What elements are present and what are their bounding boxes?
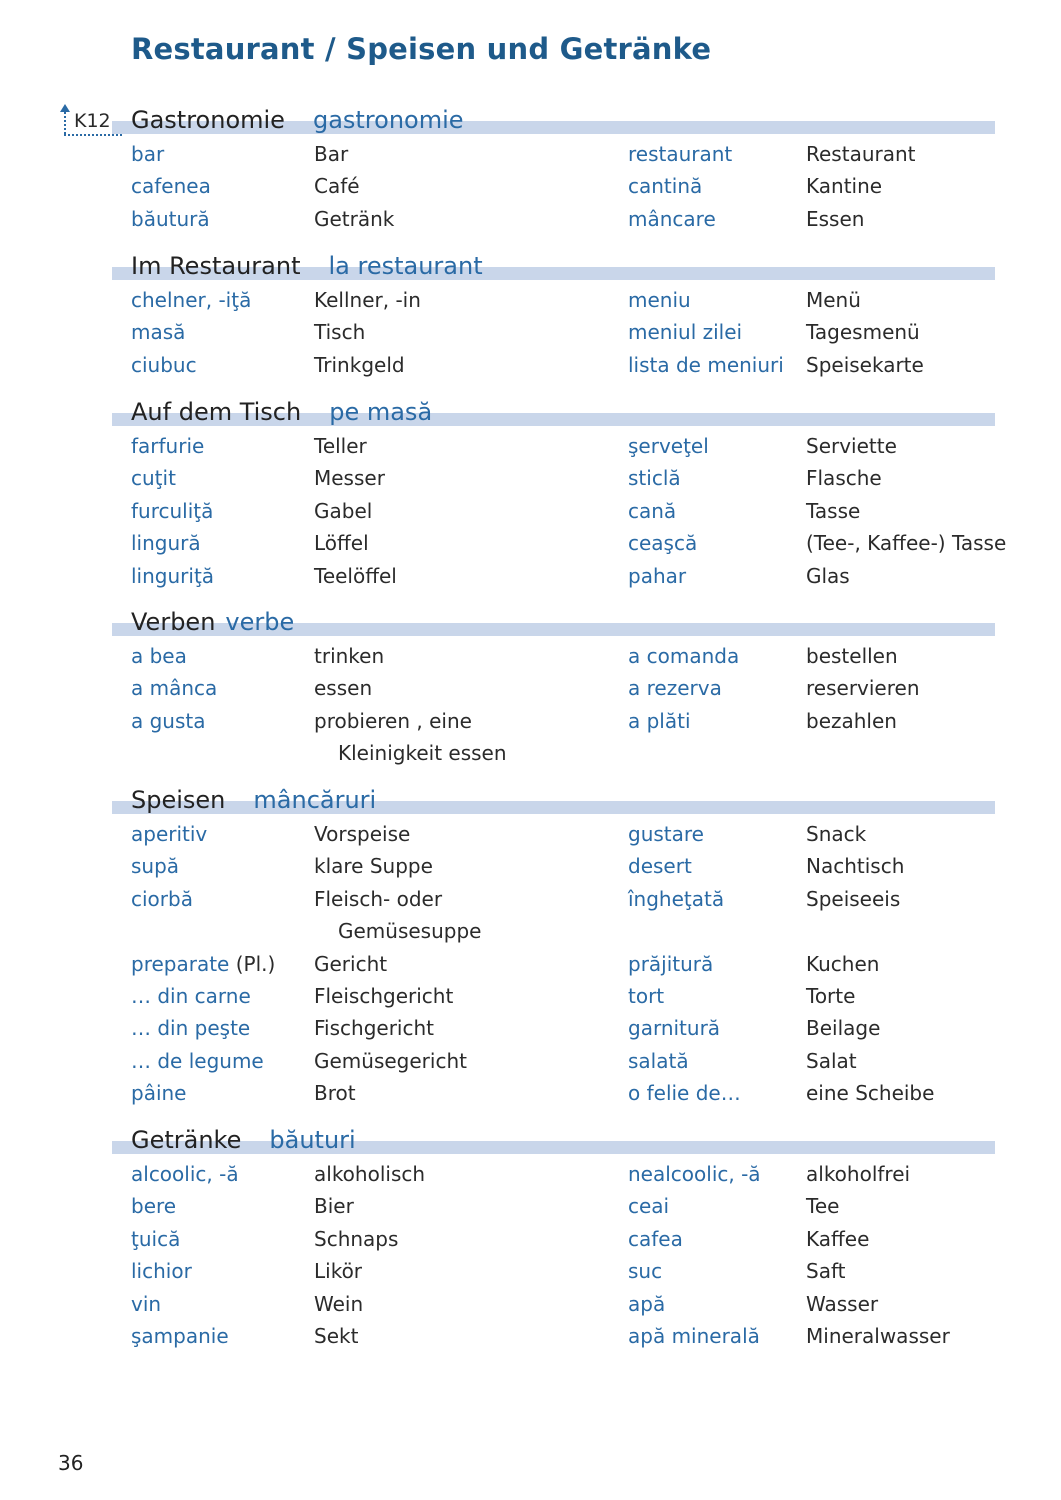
vocab-list <box>0 138 1061 235</box>
vocab-row <box>0 316 1061 348</box>
german-translation: Tee <box>806 1194 840 1219</box>
romanian-term: bere <box>131 1194 177 1219</box>
section-header <box>0 606 1061 640</box>
tag-underline <box>64 134 122 136</box>
vocab-row <box>0 349 1061 381</box>
german-translation: Tasse <box>806 498 861 523</box>
romanian-term: îngheţată <box>628 886 725 911</box>
tag-bracket <box>64 112 66 134</box>
vocab-row <box>0 284 1061 316</box>
vocab-row <box>0 705 1061 737</box>
german-translation: Gabel <box>314 498 373 523</box>
romanian-term: a comanda <box>628 644 740 668</box>
german-translation: Vorspeise <box>314 822 411 846</box>
german-translation: Trinkgeld <box>314 352 405 377</box>
german-translation: Bar <box>314 142 349 166</box>
german-translation: Kaffee <box>806 1226 870 1251</box>
continuation-text: Gemüsesuppe <box>338 919 482 944</box>
romanian-term: masă <box>131 320 186 345</box>
section-title-de: Gastronomie <box>131 106 285 134</box>
romanian-term: băutură <box>131 206 210 231</box>
romanian-term: … din peşte <box>131 1016 251 1041</box>
section-title <box>131 250 483 282</box>
section-title-de: Auf dem Tisch <box>131 398 302 426</box>
vocab-list <box>0 640 1061 737</box>
section-speisen <box>0 784 1061 1110</box>
romanian-term: sticlă <box>628 466 681 491</box>
german-translation: Teller <box>314 434 367 458</box>
german-translation: (Tee-, Kaffee-) Tasse <box>806 531 1007 556</box>
german-translation: essen <box>314 676 373 701</box>
romanian-term: ciorbă <box>131 886 193 911</box>
romanian-term: bar <box>131 142 165 166</box>
continuation-row <box>0 737 1061 769</box>
vocab-row <box>0 672 1061 704</box>
vocab-row <box>0 203 1061 235</box>
german-translation: Fleisch- oder <box>314 886 443 911</box>
german-translation: Teelöffel <box>314 563 397 588</box>
german-translation: Café <box>314 174 360 199</box>
german-translation: Wasser <box>806 1291 879 1316</box>
romanian-term: preparate (Pl.) <box>131 951 276 976</box>
vocab-row <box>0 883 1061 915</box>
section-title-ro: la restaurant <box>328 252 483 280</box>
romanian-term: furculiţă <box>131 498 214 523</box>
vocab-row <box>0 1223 1061 1255</box>
vocab-row <box>0 495 1061 527</box>
section-title-de: Speisen <box>131 786 226 814</box>
vocab-list <box>0 1158 1061 1352</box>
vocab-row <box>0 818 1061 850</box>
german-translation: klare Suppe <box>314 854 433 879</box>
german-translation: Löffel <box>314 531 369 556</box>
german-translation: Nachtisch <box>806 854 905 879</box>
romanian-term: pahar <box>628 563 687 588</box>
german-translation: Saft <box>806 1259 846 1284</box>
section-getraenke <box>0 1124 1061 1352</box>
romanian-term: ţuică <box>131 1226 181 1251</box>
german-translation: Kellner, -in <box>314 288 421 312</box>
german-translation: Sekt <box>314 1323 359 1348</box>
romanian-term: cafenea <box>131 174 211 199</box>
romanian-term: vin <box>131 1291 162 1316</box>
romanian-term: aperitiv <box>131 822 208 846</box>
section-title-de: Verben <box>131 608 216 636</box>
romanian-term: a gusta <box>131 708 206 733</box>
romanian-term: … din carne <box>131 983 251 1008</box>
section-header <box>0 250 1061 284</box>
vocab-row <box>0 640 1061 672</box>
german-translation: bezahlen <box>806 708 897 733</box>
section-auf-dem-tisch <box>0 396 1061 592</box>
section-header <box>0 104 1061 138</box>
vocab-row <box>0 560 1061 592</box>
german-translation: Getränk <box>314 206 395 231</box>
romanian-term: salată <box>628 1048 689 1073</box>
vocab-list <box>0 430 1061 592</box>
german-translation: reservieren <box>806 676 920 701</box>
romanian-term: pâine <box>131 1081 187 1106</box>
page-title: Restaurant / Speisen und Getränke <box>131 32 712 66</box>
german-translation: Torte <box>806 983 856 1008</box>
german-translation: eine Scheibe <box>806 1081 935 1106</box>
romanian-term: cafea <box>628 1226 683 1251</box>
romanian-term: ceai <box>628 1194 670 1219</box>
vocab-row <box>0 430 1061 462</box>
arrow-up-icon <box>60 104 70 112</box>
romanian-term: a mânca <box>131 676 218 701</box>
german-translation: Messer <box>314 466 385 491</box>
vocab-row <box>0 948 1061 980</box>
german-translation: Kuchen <box>806 951 880 976</box>
german-translation: Flasche <box>806 466 882 491</box>
romanian-term: suc <box>628 1259 663 1284</box>
vocab-row <box>0 1320 1061 1352</box>
romanian-term: lingură <box>131 531 201 556</box>
vocab-row <box>0 527 1061 559</box>
german-translation: Brot <box>314 1081 356 1106</box>
section-title-ro: gastronomie <box>312 106 464 134</box>
vocab-row <box>0 980 1061 1012</box>
section-header <box>0 1124 1061 1158</box>
german-translation: alkoholisch <box>314 1162 426 1186</box>
romanian-term: şampanie <box>131 1323 229 1348</box>
continuation-row <box>0 915 1061 947</box>
vocab-row <box>0 170 1061 202</box>
romanian-term: … de legume <box>131 1048 264 1073</box>
german-translation: alkoholfrei <box>806 1162 911 1186</box>
vocab-row <box>0 1190 1061 1222</box>
german-translation: Speisekarte <box>806 352 924 377</box>
romanian-term: ciubuc <box>131 352 197 377</box>
german-translation: Mineralwasser <box>806 1323 950 1348</box>
vocab-list <box>0 284 1061 381</box>
romanian-term: mâncare <box>628 206 716 231</box>
vocab-row <box>0 138 1061 170</box>
german-translation: Bier <box>314 1194 354 1219</box>
romanian-term: lista de meniuri <box>628 352 784 377</box>
romanian-term: cantină <box>628 174 703 199</box>
section-title-de: Getränke <box>131 1126 242 1154</box>
romanian-term: cană <box>628 498 677 523</box>
section-im-restaurant <box>0 250 1061 381</box>
romanian-term: apă <box>628 1291 666 1316</box>
german-translation: Salat <box>806 1048 857 1073</box>
vocab-row <box>0 850 1061 882</box>
romanian-term: prăjitură <box>628 951 714 976</box>
romanian-term: tort <box>628 983 665 1008</box>
romanian-term: meniul zilei <box>628 320 743 345</box>
continuation-text: Kleinigkeit essen <box>338 741 507 766</box>
german-translation: bestellen <box>806 644 898 668</box>
section-title-ro: băuturi <box>269 1126 356 1154</box>
german-translation: trinken <box>314 644 385 668</box>
romanian-term: gustare <box>628 822 704 846</box>
section-title-ro: pe masă <box>329 398 433 426</box>
section-header <box>0 784 1061 818</box>
vocab-list <box>0 818 1061 915</box>
vocab-row <box>0 1288 1061 1320</box>
german-translation: Restaurant <box>806 142 916 166</box>
romanian-term: lichior <box>131 1259 192 1284</box>
romanian-term: apă minerală <box>628 1323 760 1348</box>
german-translation: Schnaps <box>314 1226 399 1251</box>
german-translation: Fleischgericht <box>314 983 454 1008</box>
german-translation: Speiseeis <box>806 886 901 911</box>
section-title <box>131 396 432 428</box>
romanian-term: şerveţel <box>628 434 709 458</box>
romanian-term: a plăti <box>628 708 691 733</box>
vocab-list <box>0 948 1061 1110</box>
german-translation: Wein <box>314 1291 364 1316</box>
romanian-term: alcoolic, -ă <box>131 1162 239 1186</box>
romanian-term: nealcoolic, -ă <box>628 1162 761 1186</box>
vocab-row <box>0 1255 1061 1287</box>
german-translation: Likör <box>314 1259 363 1284</box>
section-title-ro: mâncăruri <box>253 786 377 814</box>
german-translation: Snack <box>806 822 867 846</box>
vocab-row <box>0 1045 1061 1077</box>
section-verben <box>0 606 1061 770</box>
vocab-row <box>0 462 1061 494</box>
german-translation: Fischgericht <box>314 1016 434 1041</box>
romanian-term: restaurant <box>628 142 733 166</box>
german-translation: Glas <box>806 563 850 588</box>
romanian-term: chelner, -iţă <box>131 288 252 312</box>
romanian-term: garnitură <box>628 1016 721 1041</box>
chapter-tag-label: K12 <box>74 110 111 132</box>
german-translation: Menü <box>806 288 861 312</box>
romanian-term: desert <box>628 854 692 879</box>
section-title <box>131 606 294 638</box>
romanian-term: ceaşcă <box>628 531 698 556</box>
section-gastronomie <box>0 104 1061 235</box>
german-translation: Gericht <box>314 951 388 976</box>
romanian-term: a bea <box>131 644 187 668</box>
romanian-term: cuţit <box>131 466 176 491</box>
vocab-row <box>0 1158 1061 1190</box>
german-translation: Tisch <box>314 320 366 345</box>
section-title <box>131 1124 356 1156</box>
romanian-term: a rezerva <box>628 676 722 701</box>
vocab-row <box>0 1012 1061 1044</box>
plural-note: (Pl.) <box>229 951 276 976</box>
german-translation: Gemüsegericht <box>314 1048 467 1073</box>
chapter-tag[interactable] <box>64 108 122 134</box>
romanian-term: meniu <box>628 288 691 312</box>
romanian-term: farfurie <box>131 434 205 458</box>
german-translation: Beilage <box>806 1016 881 1041</box>
section-title <box>131 784 376 816</box>
romanian-term: linguriţă <box>131 563 215 588</box>
page-number: 36 <box>58 1451 84 1475</box>
section-title <box>131 104 464 136</box>
romanian-term: o felie de… <box>628 1081 741 1106</box>
german-translation: Tagesmenü <box>806 320 920 345</box>
german-translation: Essen <box>806 206 865 231</box>
german-translation: probieren , eine <box>314 708 472 733</box>
romanian-term: supă <box>131 854 180 879</box>
vocab-row <box>0 1077 1061 1109</box>
section-header <box>0 396 1061 430</box>
section-title-de: Im Restaurant <box>131 252 301 280</box>
german-translation: Kantine <box>806 174 883 199</box>
section-title-ro: verbe <box>225 608 295 636</box>
german-translation: Serviette <box>806 434 897 458</box>
